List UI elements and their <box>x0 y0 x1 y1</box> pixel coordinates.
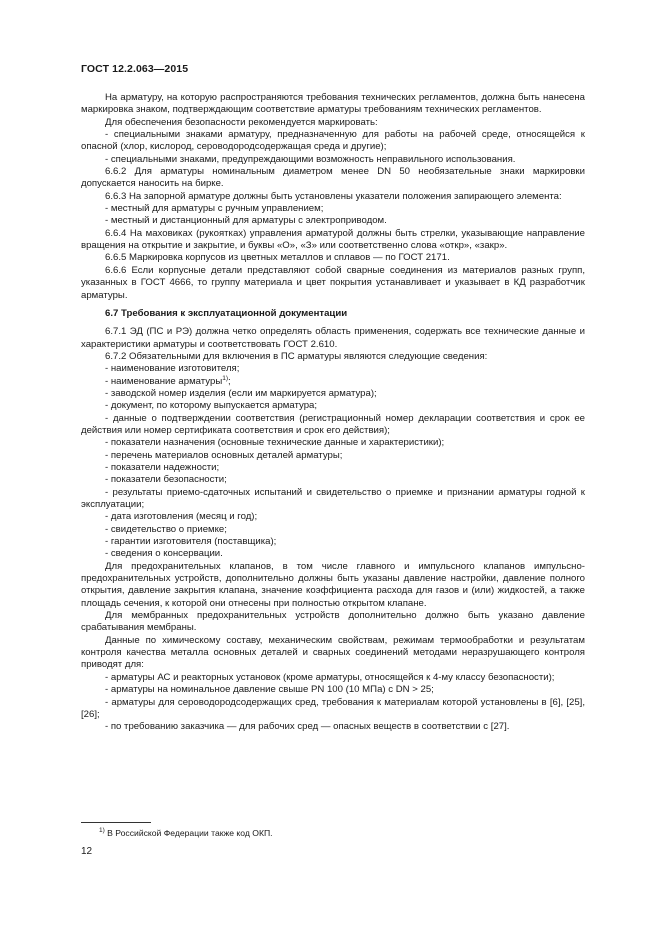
paragraph: 6.6.2 Для арматуры номинальным диаметром менее DN 50 необязательные знаки маркировки допускается наносить на бирке. <box>81 166 585 190</box>
paragraph: Данные по химическому составу, механическим свойствам, режимам термообработки и результатам контроля качества металла основных деталей и сварных соединений методами неразрушающего контроля приводят для: <box>81 634 585 671</box>
paragraph: 6.6.5 Маркировка корпусов из цветных металлов и сплавов — по ГОСТ 2171. <box>105 252 450 264</box>
main-text <box>81 92 585 734</box>
footnote-reference: 1) <box>222 374 228 382</box>
list-item: - специальными знаками, предупреждающими возможность неправильного использования. <box>105 153 516 165</box>
list-item: - свидетельство о приемке; <box>105 523 227 535</box>
list-item: - местный и дистанционный для арматуры с электроприводом. <box>105 215 387 227</box>
list-item: - гарантии изготовителя (поставщика); <box>105 536 277 548</box>
paragraph: Для обеспечения безопасности рекомендуется маркировать: <box>105 116 378 128</box>
footnote-mark: 1) <box>99 827 105 834</box>
paragraph: 6.7.2 Обязательными для включения в ПС арматуры являются следующие сведения: <box>105 350 488 362</box>
list-item: - арматуры на номинальное давление свыше PN 100 (10 МПа) с DN > 25; <box>105 684 434 696</box>
paragraph: Для предохранительных клапанов, в том числе главного и импульсного клапанов импульсно-предохранительных устройств, дополнительно должны быть указаны давление настройки, давление полного открытия, давление закрытия клапана, значение коэффициента расхода для газов и (или) жидкостей, а также площадь сечения, к которой они отнесены при полностью открытом клапане. <box>81 560 585 609</box>
paragraph: 6.6.3 На запорной арматуре должны быть установлены указатели положения запирающего элемента: <box>105 190 562 202</box>
list-item-punctuation: ; <box>228 375 231 387</box>
footnote-divider <box>81 822 151 823</box>
paragraph: На арматуру, на которую распространяются требования технических регламентов, должна быть нанесена маркировка знаком, подтверждающим соответствие арматуры требованиям технических регламентов. <box>81 92 585 116</box>
paragraph: 6.6.4 На маховиках (рукоятках) управления арматурой должны быть стрелки, указывающие направление вращения на открытие и закрытие, и буквы «О», «З» или соответственно слова «откр», «закр». <box>81 227 585 252</box>
list-item: - сведения о консервации. <box>105 548 223 560</box>
list-item <box>81 376 585 388</box>
section-title: 6.7 Требования к эксплуатационной документации <box>105 307 348 319</box>
paragraph: Для мембранных предохранительных устройств дополнительно должно быть указано давление срабатывания мембраны. <box>81 610 585 634</box>
document-header: ГОСТ 12.2.063—2015 <box>81 63 189 75</box>
footnote <box>81 828 585 839</box>
list-item: - арматуры АС и реакторных установок (кроме арматуры, относящейся к 4-му классу безопасности); <box>105 671 555 683</box>
list-item: - заводской номер изделия (если им маркируется арматура); <box>105 387 377 399</box>
list-item: - дата изготовления (месяц и год); <box>105 511 258 523</box>
list-item: - показатели надежности; <box>105 461 220 473</box>
paragraph: 6.7.1 ЭД (ПС и РЭ) должна четко определять область применения, содержать все технические данные и характеристики арматуры и соответствовать ГОСТ 2.610. <box>81 326 585 350</box>
paragraph: 6.6.6 Если корпусные детали представляют собой сварные соединения из материалов разных групп, указанных в ГОСТ 4666, то группу материала и цвет покрытия устанавливает и указывает в КД разработчик арматуры. <box>81 264 585 301</box>
page-number: 12 <box>81 846 93 857</box>
list-item-text: - наименование арматуры <box>105 375 223 387</box>
list-item: - показатели назначения (основные технические данные и характеристики); <box>105 437 445 449</box>
list-item: - местный для арматуры с ручным управлением; <box>105 203 324 215</box>
list-item: - специальными знаками арматуру, предназначенную для работы на рабочей среде, относящейся к опасной (хлор, кислород, сероводородсодержащая среда и другие); <box>81 129 585 153</box>
list-item: - арматуры для сероводородсодержащих сред, требования к материалам которой установлены в [6], [25], [26]; <box>81 696 585 720</box>
footnote-text: В Российской Федерации также код ОКП. <box>104 828 273 838</box>
list-item: - данные о подтверждении соответствия (регистрационный номер декларации соответствия и срок ее действия или номер сертификата соответствия и срок его действия); <box>81 412 585 436</box>
list-item: - документ, по которому выпускается арматура; <box>105 400 318 412</box>
list-item: - по требованию заказчика — для рабочих сред — опасных веществ в соответствии с [27]. <box>105 721 510 733</box>
list-item: - показатели безопасности; <box>105 474 227 486</box>
list-item: - перечень материалов основных деталей арматуры; <box>105 449 343 461</box>
list-item: - результаты приемо-сдаточных испытаний и свидетельство о приемке и признании арматуры годной к эксплуатации; <box>81 486 585 510</box>
list-item: - наименование изготовителя; <box>105 363 240 375</box>
